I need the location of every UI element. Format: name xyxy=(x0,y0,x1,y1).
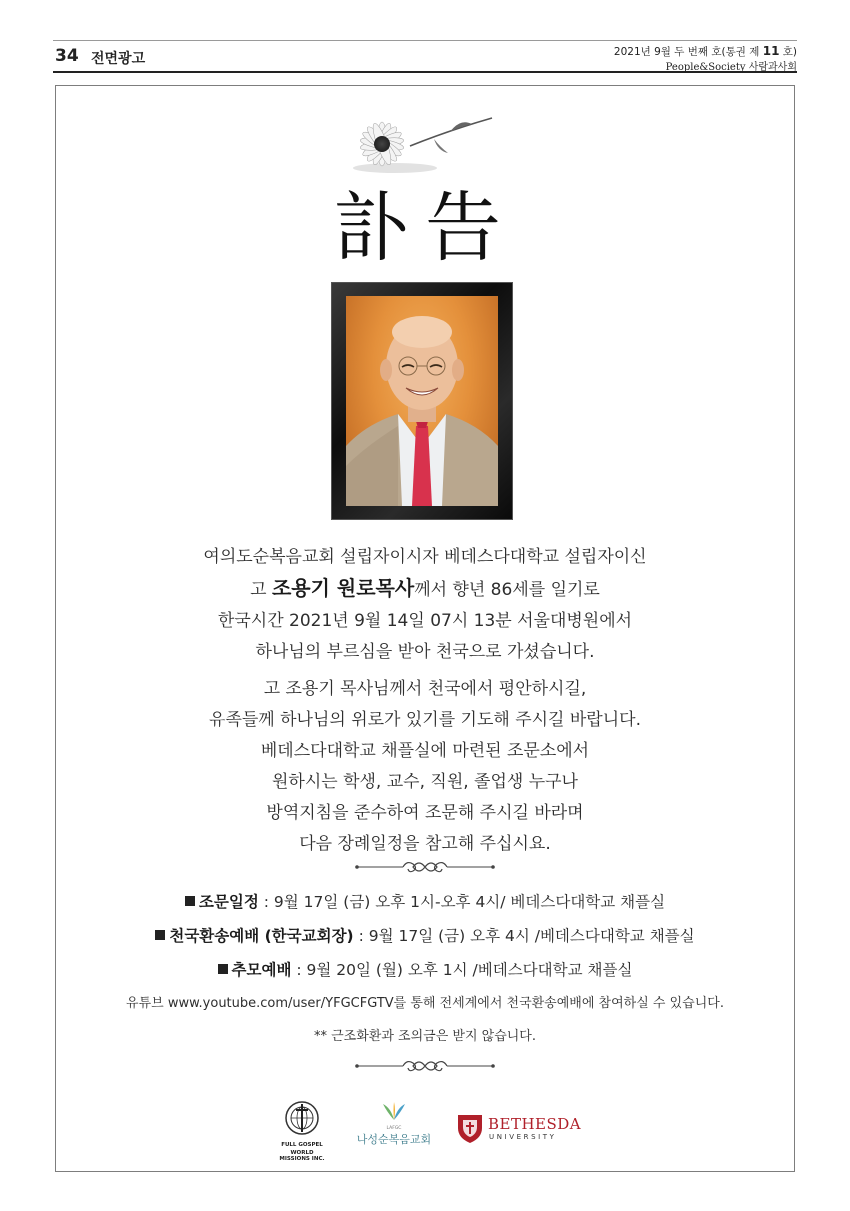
youtube-notice: 유튜브 www.youtube.com/user/YFGCFGTV를 통해 전세계에서 천국환송예배에 참여하실 수 있습니다. xyxy=(126,996,724,1011)
portrait-frame xyxy=(332,283,512,519)
publication-name: People&Society 사람과사회 xyxy=(665,62,797,73)
no-flowers-note: ** 근조화환과 조의금은 받지 않습니다. xyxy=(313,1029,537,1044)
bethesda-university-logo: BETHESDA UNIVERSITY xyxy=(455,1112,585,1152)
notice-line: 원하시는 학생, 교수, 직원, 졸업생 누구나 xyxy=(272,772,578,792)
section-title: 전면광고 xyxy=(91,51,146,67)
notice-line: 한국시간 2021년 9월 14일 07시 13분 서울대병원에서 xyxy=(217,611,633,631)
lafgc-logo: LAFGC 나성순복음교회 xyxy=(354,1100,434,1158)
bullet-square-icon xyxy=(155,930,165,940)
notice-line: 유족들께 하나님의 위로가 있기를 기도해 주시길 바랍니다. xyxy=(209,710,641,730)
notice-line: 다음 장례일정을 참고해 주십시요. xyxy=(299,834,551,854)
portrait-figure xyxy=(346,296,498,506)
notice-line: 방역지침을 준수하여 조문해 주시길 바라며 xyxy=(266,803,584,823)
sponsor-logos xyxy=(0,1100,850,1160)
globe-icon xyxy=(284,1100,320,1136)
bullet-square-icon xyxy=(218,964,228,974)
page-number: 34 xyxy=(55,46,79,66)
portrait-photo xyxy=(346,296,498,506)
notice-paragraph-1 xyxy=(0,542,850,668)
deceased-name: 조용기 원로목사 xyxy=(271,576,415,600)
issue-info: 2021년 9월 두 번째 호(통권 제 11 호) xyxy=(613,44,797,58)
white-flower-icon xyxy=(350,110,500,175)
schedule-farewell-service: 천국환송예배 (한국교회장) : 9월 17일 (금) 오후 4시 /베데스다대학교 채플실 xyxy=(0,924,850,946)
notice-line: 하나님의 부르심을 받아 천국으로 가셨습니다. xyxy=(255,642,595,662)
notice-line: 고 조용기 원로목사께서 향년 86세를 일기로 xyxy=(250,576,600,600)
notice-line: 고 조용기 목사님께서 천국에서 평안하시길, xyxy=(263,679,587,699)
schedule-condolence: 조문일정 : 9월 17일 (금) 오후 1시-오후 4시/ 베데스다대학교 채플실 xyxy=(0,890,850,912)
full-gospel-logo: FULL GOSPEL WORLD MISSIONS INC. xyxy=(276,1100,328,1158)
notice-paragraph-2 xyxy=(0,674,850,860)
notice-line: 베데스다대학교 채플실에 마련된 조문소에서 xyxy=(260,741,590,761)
header-top-line xyxy=(53,40,797,41)
notice-title: 訃告 xyxy=(333,183,517,272)
schedule-memorial-service: 추모예배 : 9월 20일 (월) 오후 1시 /베데스다대학교 채플실 xyxy=(0,958,850,980)
shield-icon xyxy=(455,1112,485,1144)
notice-line: 여의도순복음교회 설립자이시자 베데스다대학교 설립자이신 xyxy=(203,547,647,567)
page-header xyxy=(53,42,797,73)
bullet-square-icon xyxy=(185,896,195,906)
issue-number: 11 xyxy=(762,44,780,58)
ornament-divider-icon xyxy=(355,857,495,877)
header-rule xyxy=(53,71,797,73)
leaf-cross-icon xyxy=(379,1100,409,1122)
ornament-divider-icon xyxy=(355,1056,495,1076)
